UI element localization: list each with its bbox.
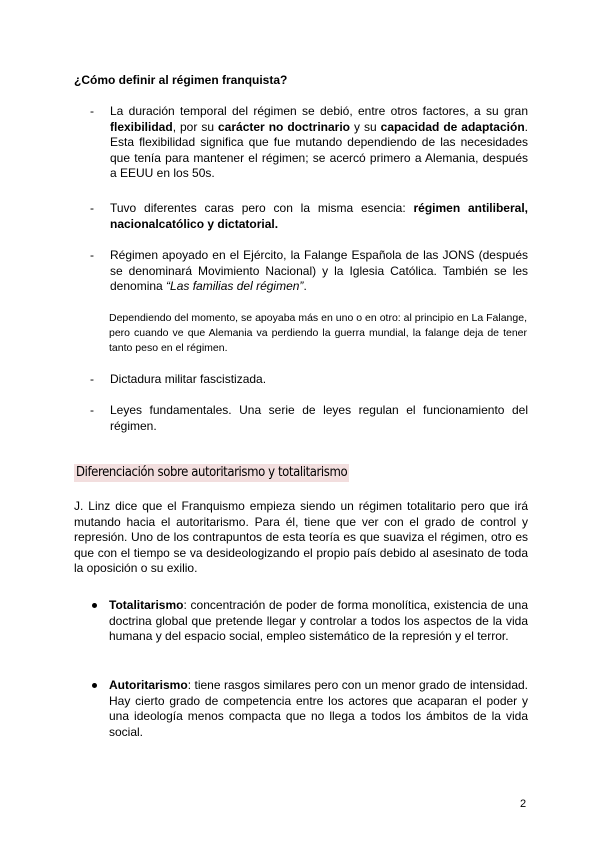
question-title: ¿Cómo definir al régimen franquista? [74,73,288,87]
dash-marker: - [90,403,94,417]
bold-run: régimen antiliberal, nacionalcatólico y dictatorial. [110,201,528,231]
dash-item-text [110,372,528,388]
dash-item-text [110,248,528,295]
text-run: La duración temporal del régimen se debió, entre otros factores, a su gran [110,104,528,118]
bullet-dot [92,603,97,608]
dash-item-laws [90,403,528,434]
bullet-autoritarismo [92,678,528,740]
bold-run: carácter no doctrinario [218,119,351,134]
bullet-text [109,598,528,645]
text-run: Régimen apoyado en el Ejército, la Falange Española de las JONS (después se denominará Movimiento Nacional) y la Iglesia Católica. También se les denomina [110,248,528,293]
page-number: 2 [520,798,527,810]
text-run: Dictadura militar fascistizada. [110,372,267,386]
text-run: y su [350,119,381,134]
dash-item-military [90,372,528,388]
dash-item-flexibility [90,104,528,182]
text-run: Leyes fundamentales. Una serie de leyes regulan el funcionamiento del régimen. [110,403,528,433]
section-heading: Diferenciación sobre autoritarismo y totalitarismo [76,465,348,480]
bold-run: flexibilidad [110,119,173,134]
linz-paragraph: J. Linz dice que el Franquismo empieza siendo un régimen totalitario pero que irá mutando hacia el autoritarismo. Para él, tiene que ver con el grado de control y represión. Uno de los contrapuntos de esta teoría es que suaviza el régimen, otro es que con el tiempo se va desideologizando el propio país debido al asesinato de toda la oposición o su exilio. [74,499,528,576]
text-run: . Esta flexibilidad significa que fue mutando dependiendo de las necesidades que tenía para mantener el régimen; se acercó primero a Alemania, después a EEUU en los 50s. [110,119,528,180]
bullet-term: Autoritarismo [109,678,188,692]
bullet-dot [92,683,97,688]
dash-item-support [90,248,528,295]
italic-run: “Las familias del régimen” [166,279,304,293]
bullet-term: Totalitarismo [109,598,184,612]
dash-item-text [110,104,528,182]
bullet-text [109,678,528,740]
text-run: , por su [172,119,218,134]
note-paragraph: Dependiendo del momento, se apoyaba más en uno o en otro: al principio en La Falange, pero cuando ve que Alemania va perdiendo la guerra mundial, la falange deja de tener tanto peso en el régimen. [109,312,527,354]
dash-item-essence [90,201,528,232]
dash-marker: - [90,372,94,386]
dash-item-text [110,403,528,434]
bullet-definition: : concentración de poder de forma monolítica, existencia de una doctrina global que pretende llegar y controlar a todos los aspectos de la vida humana y del espacio social, empleo sistemático de la represión y el terror. [109,598,528,643]
dash-marker: - [90,104,94,118]
dash-item-text [110,201,528,232]
bold-run: capacidad de adaptación [380,119,525,134]
bullet-definition: : tiene rasgos similares pero con un menor grado de intensidad. Hay cierto grado de competencia entre los actores que acaparan el poder y una ideología menos compacta que no llega a todos los ámbitos de la vida social. [109,678,528,739]
bullet-totalitarismo [92,598,528,645]
text-run: . [303,279,307,293]
dash-marker: - [90,248,94,262]
text-run: Tuvo diferentes caras pero con la misma esencia: [110,201,414,215]
dash-marker: - [90,201,94,215]
